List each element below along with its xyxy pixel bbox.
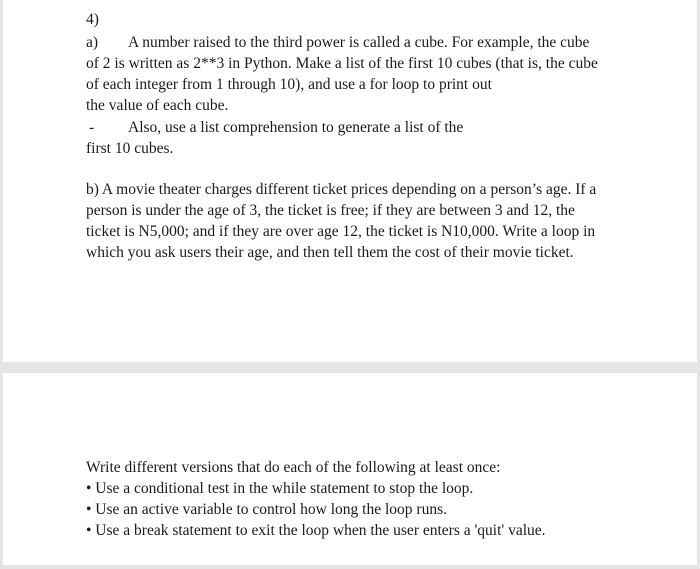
list-item: • Use a conditional test in the while statement to stop the loop.	[86, 480, 474, 497]
part-b-line-3: ticket is N5,000; and if they are over age 12, the ticket is N10,000. Write a loop in	[86, 223, 596, 240]
question-number: 4)	[86, 11, 99, 28]
part-b-line-4: which you ask users their age, and then tell them the cost of their movie ticket.	[86, 244, 574, 261]
dash-marker: -	[89, 119, 95, 136]
part-b-line-2: person is under the age of 3, the ticket is free; if they are between 3 and 12, the	[86, 202, 575, 219]
part-a-text-1: A number raised to the third power is called a cube. For example, the cube	[128, 34, 590, 51]
followup-intro: Write different versions that do each of the following at least once:	[86, 459, 501, 476]
part-a-line-4: the value of each cube.	[86, 97, 229, 114]
list-item: • Use an active variable to control how long the loop runs.	[86, 501, 447, 518]
part-a-bullet-line-1	[89, 117, 649, 138]
followup-panel	[3, 373, 697, 565]
list-item: • Use a break statement to exit the loop when the user enters a 'quit' value.	[86, 522, 546, 539]
part-a-bullet-line-2: first 10 cubes.	[86, 140, 174, 157]
part-a-line-2: of 2 is written as 2**3 in Python. Make a list of the first 10 cubes (that is, the cube	[86, 55, 598, 72]
part-a-line-3: of each integer from 1 through 10), and use a for loop to print out	[86, 76, 492, 93]
part-a-bullet-text-1: Also, use a list comprehension to generate a list of the	[128, 119, 464, 136]
part-a-line-1	[86, 32, 646, 53]
part-a-label: a)	[86, 34, 99, 51]
part-b-line-1: b) A movie theater charges different ticket prices depending on a person’s age. If a	[86, 181, 597, 198]
question-panel	[3, 0, 697, 362]
